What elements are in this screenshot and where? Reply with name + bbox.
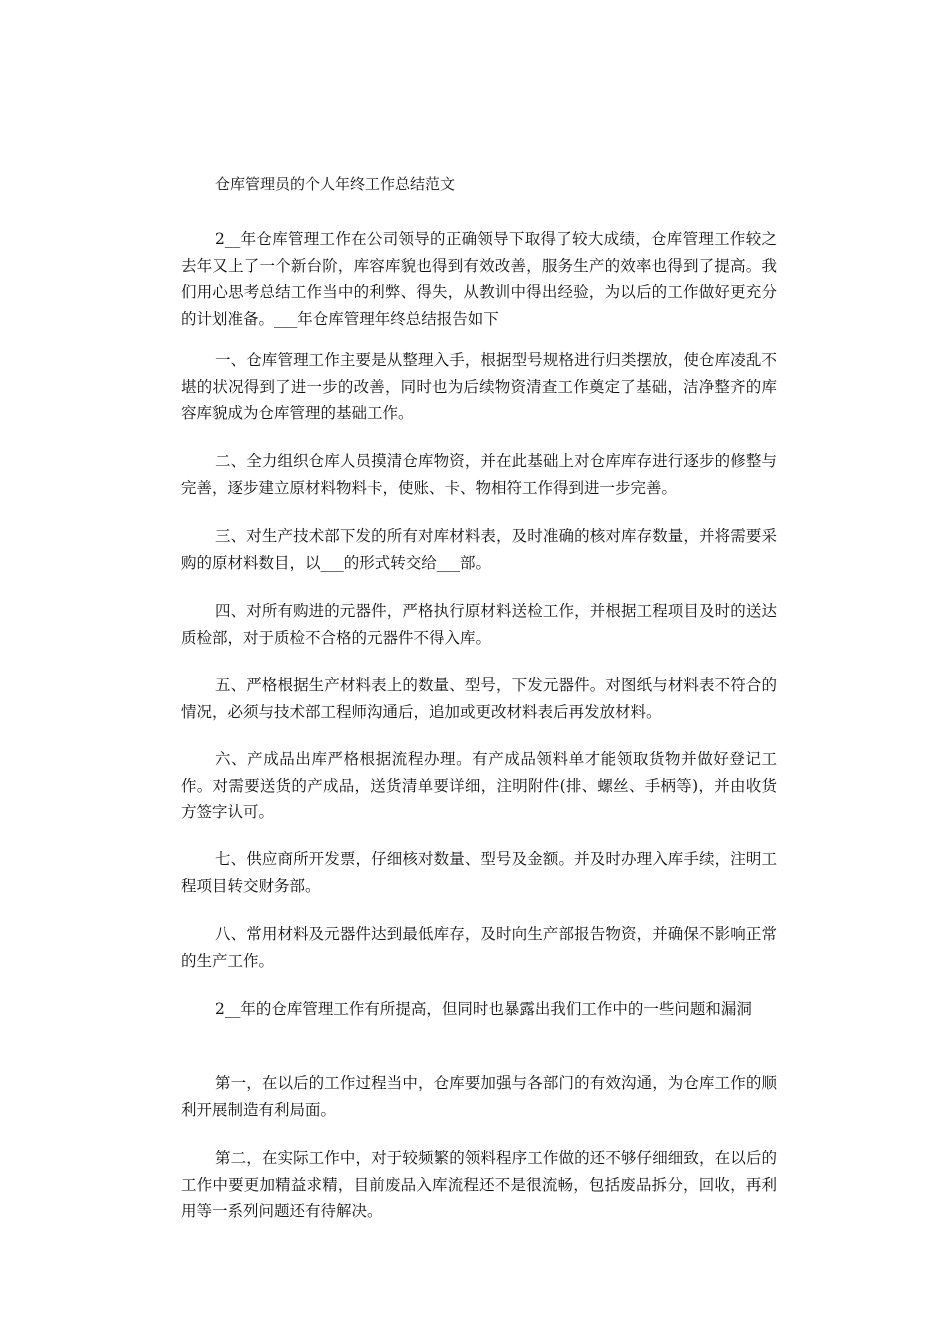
paragraph-item-3: 三、对生产技术部下发的所有对库材料表，及时准确的核对库存数量，并将需要采购的原材料数目，以___的形式转交给___部。 — [181, 527, 777, 572]
document-title: 仓库管理员的个人年终工作总结范文 — [215, 175, 456, 193]
paragraph-first-issue: 第一，在以后的工作过程当中，仓库要加强与各部门的有效沟通，为仓库工作的顺利开展制造有利局面。 — [181, 1074, 777, 1119]
paragraph-item-2: 二、全力组织仓库人员摸清仓库物资，并在此基础上对仓库库存进行逐步的修整与完善，逐步建立原材料物料卡，使账、卡、物相符工作得到进一步完善。 — [181, 452, 777, 497]
paragraph-item-7: 七、供应商所开发票，仔细核对数量、型号及金额。并及时办理入库手续，注明工程项目转交财务部。 — [181, 850, 777, 895]
paragraph-item-8: 八、常用材料及元器件达到最低库存，及时向生产部报告物资，并确保不影响正常的生产工作。 — [181, 925, 777, 970]
paragraph-item-5: 五、严格根据生产材料表上的数量、型号，下发元器件。对图纸与材料表不符合的情况，必须与技术部工程师沟通后，追加或更改材料表后再发放材料。 — [181, 676, 777, 721]
paragraph-item-6: 六、产成品出库严格根据流程办理。有产成品领料单才能领取货物并做好登记工作。对需要送货的产成品，送货清单要详细，注明附件(排、螺丝、手柄等)，并由收货方签字认可。 — [181, 750, 777, 821]
paragraph-item-4: 四、对所有购进的元器件，严格执行原材料送检工作，并根据工程项目及时的送达质检部，对于质检不合格的元器件不得入库。 — [181, 602, 777, 647]
paragraph-summary: 2__年的仓库管理工作有所提高，但同时也暴露出我们工作中的一些问题和漏洞 — [215, 1000, 752, 1018]
paragraph-item-1: 一、仓库管理工作主要是从整理入手，根据型号规格进行归类摆放，使仓库凌乱不堪的状况得到了进一步的改善，同时也为后续物资清查工作奠定了基础，洁净整齐的库容库貌成为仓库管理的基础工作。 — [181, 351, 777, 422]
paragraph-second-issue: 第二，在实际工作中，对于较频繁的领料程序工作做的还不够仔细细致，在以后的工作中要更加精益求精，目前废品入库流程还不是很流畅，包括废品拆分，回收，再利用等一系列问题还有待解决。 — [181, 1149, 777, 1220]
paragraph-intro: 2__年仓库管理工作在公司领导的正确领导下取得了较大成绩，仓库管理工作较之去年又上了一个新台阶，库容库貌也得到有效改善，服务生产的效率也得到了提高。我们用心思考总结工作当中的利弊、得失，从教训中得出经验，为以后的工作做好更充分的计划准备。___年仓库管理年终总结报告如下 — [181, 230, 777, 328]
